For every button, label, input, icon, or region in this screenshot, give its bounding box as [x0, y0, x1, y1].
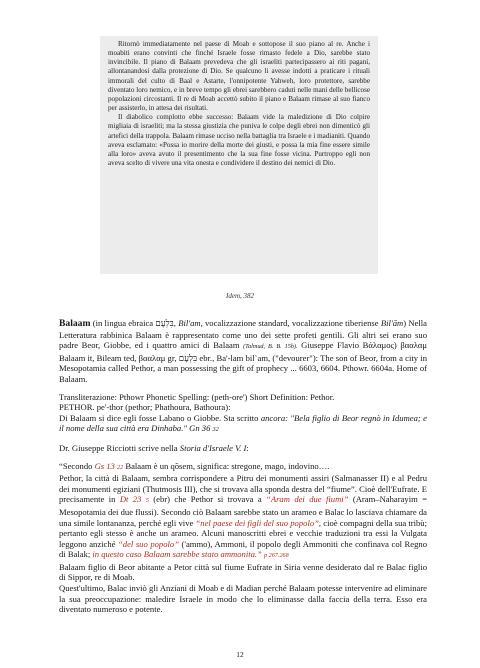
genesis-quote: ancora: "Bela figlio di Beor regnò in Idumea; e il nome della sua città era Dinhaba." Gn 36	[59, 412, 427, 434]
entry-lemma: Balaam	[59, 318, 91, 329]
quoted-excerpt	[108, 40, 370, 168]
transliteration-line: Transliterazione: Pthowr Phonetic Spelling: (peth-ore') Short Definition: Pethor.	[59, 391, 335, 402]
talmud-reference: (Talmud, B. B. 15b).	[243, 343, 298, 351]
closing-paragraph-2: Quest'ultimo, Balac inviò gli Anziani di Moab e di Madian perché Balaam potesse intervenire ad eliminare la sua preoccupazione: maledire Israele in modo che lo eliminasse dalla faccia della terra. Esso era diventato numeroso e potente.	[59, 583, 427, 615]
excerpt-paragraph-1: Ritornò immediatamente nel paese di Moab e sottopose il suo piano al re. Anche i moabiti erano convinti che finché Israele fosse rimasto fedele a Dio, sarebbe stato invincibile. Il piano di Balaam prevedeva che gli israeliti partecipassero ai riti pagani, allontanandosi dalla protezione di Dio. Se qualcuno li avesse indotti a praticare i rituali immorali del culto di Baal e Astarte, l'onnipotente Yahweh, loro protettore, sarebbe diventato loro nemico, e in breve tempo gli ebrei sarebbero caduti nelle mani delle bellicose popolazioni circostanti. Il re di Moab accettò subito il piano e Balaam rimase al suo fianco per assisterlo, in attesa dei risultati.	[108, 40, 370, 113]
deut-ref: Dt 23	[119, 494, 142, 505]
joshua-verse: 22	[117, 463, 124, 471]
transliteration: Bil'am	[178, 318, 201, 328]
page-number: 12	[236, 650, 244, 659]
page-ref: p 267.268	[263, 552, 289, 560]
hebrew-name: בִּלְעָם	[155, 318, 174, 328]
joshua-ref: Gs 13	[94, 460, 115, 471]
tiberian-transliteration: Bil'ām	[380, 318, 404, 328]
ricciotti-line: Dr. Giuseppe Ricciotti scrive nella Storia d'Israele V. I:	[59, 442, 249, 453]
excerpt-citation: Idem, 382	[226, 292, 254, 300]
main-text	[59, 318, 427, 615]
pethor-line: PETHOR. pe'-thor (pethor; Phathoura, Bathoura):	[59, 402, 231, 413]
labano-paragraph: Di Balaam si dice egli fosse Labano o Giobbe. Sta scritto ancora: "Bela figlio di Beor regnò in Idumea; e il nome della sua città era Dinhaba." Gn 36 32	[59, 412, 427, 434]
closing-paragraph-1: Balaam figlio di Beor abitante a Petor città sul fiume Eufrate in Siria venne desiderato dal re Balac figlio di Sippor, re di Moab.	[59, 561, 427, 583]
balaam-entry: Balaam (in lingua ebraica בִּלְעָם, Bil'am, vocalizzazione standard, vocalizzazione tiberiense Bil'ām) Nella Letteratura rabbinica Balaam è rappresentato come uno dei sette profeti gentili. Gli altri sei erano suo padre Beor, Giobbe, ed i quattro amici di Balaam (Talmud, B. B. 15b). Giuseppe Flavio Βάλαμος) βααλαμ Balaam it, Bileam ted, βααλαμ gr, בִּלְעָם ebr., Ba'-lam bil`am, ("devourer"): The son of Beor, from a city in Mesopotamia called Pethor, a man possessing the gift of prophecy ... 6603, 6604. Pthowr. 6604a. Home of Balaam.	[59, 318, 427, 384]
ricciotti-quote-1: “Secondo Gs 13 22 Balaam è un qõsem, significa: stregone, mago, indovino….	[59, 460, 330, 471]
hebrew-name-2: בִּלְעָם	[178, 352, 198, 363]
deut-verse: 5	[145, 497, 149, 505]
excerpt-paragraph-2: Il diabolico complotto ebbe successo: Balaam vide la maledizione di Dio colpire migliaia di israeliti; ma la stessa giustizia che puniva le colpe degli ebrei non dimenticò gli artefici della trappola. Balaam rimase ucciso nella battaglia tra Israele e i madianiti. Quando aveva esclamato: «Possa io morire della morte dei giusti, e possa la mia fine essere simile alla loro» aveva avuto il presentimento che la sua fine fosse vicina. Purtroppo egli non aveva scelto di vivere una vita onesta e condividere il destino dei nemici di Dio.	[108, 113, 370, 168]
book-title: Storia d'Israele V. I	[179, 442, 247, 453]
genesis-verse: 32	[212, 426, 219, 434]
ricciotti-quote-2: Pethor, la città di Balaam, sembra corrispondere a Pitru dei monumenti assiri (Salmanasser II) e al Pedru dei monumenti egiziani (Thutmosis III), che si trovava alla sponda destra del “fiume”. Cioè dell'Eufrate. E precisamente in Dt 23 5 (ebr) che Pethor si trovava a “Aram dei due fiumi” (Aram–Naharayim = Mesopotamia dei due flussi). Secondo ciò Balaam sarebbe stato un arameo e Balac lo lasciava chiamare da una simile lontananza, perché egli vive “nel paese dei figli del suo popolo”, cioè compagni della sua tribù; pertanto egli stesso è anche un arameo. Alcuni manoscritti ebrei e vecchie traduzioni tra essi la Vulgata leggono anziché “del suo popolo” ('ammo), Ammoni, il popolo degli Ammoniti che confinava col Regno di Balak; in questo caso Balaam sarebbe stato ammonita.” p 267.268	[59, 473, 428, 560]
